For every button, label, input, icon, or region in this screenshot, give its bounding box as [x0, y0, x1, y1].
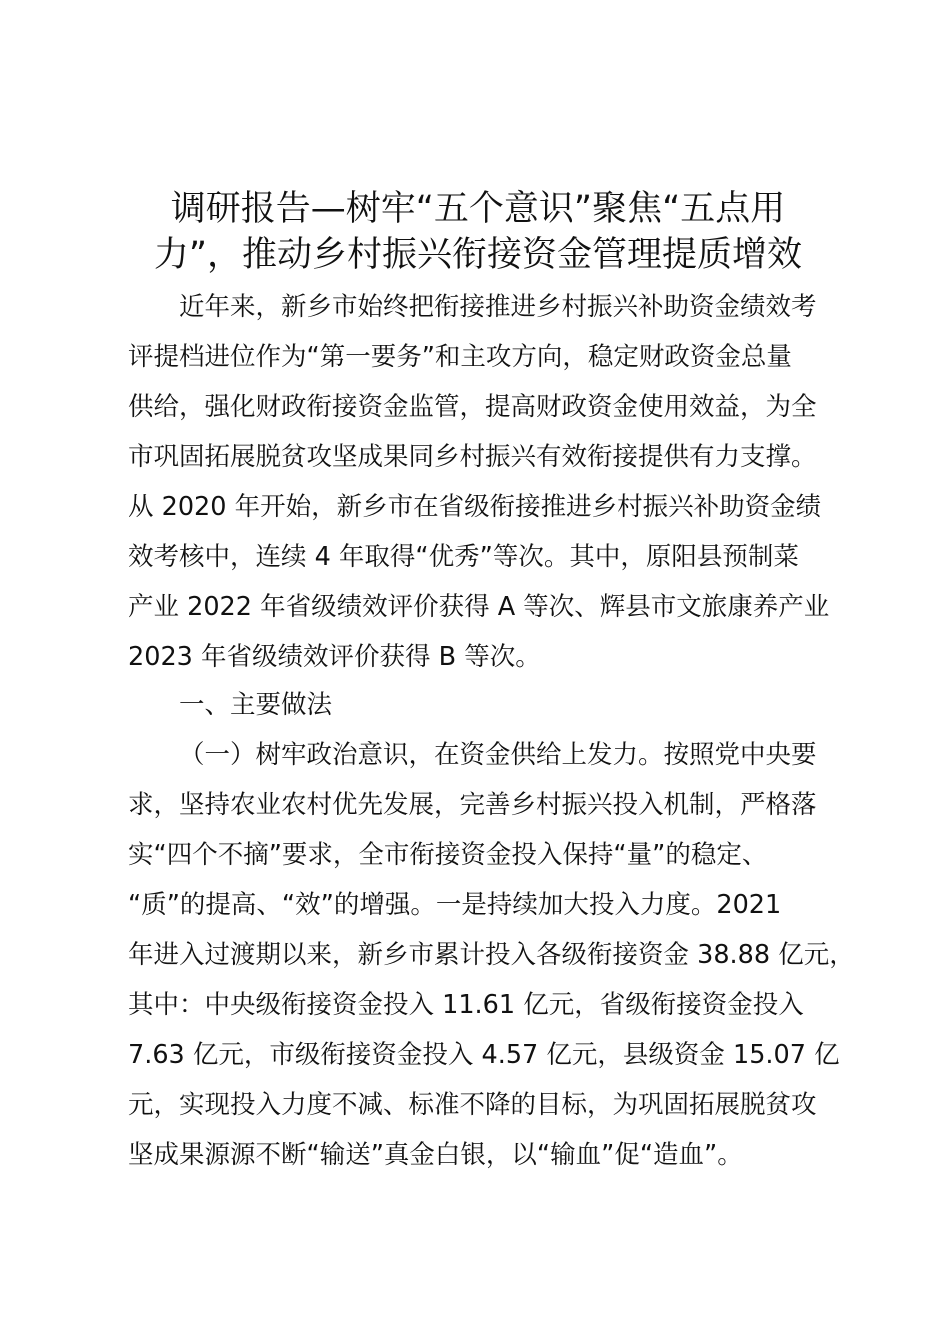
text-line: 供给，强化财政衔接资金监管，提高财政资金使用效益，为全	[128, 392, 817, 422]
paragraph-intro	[128, 282, 838, 682]
text-line: 从 2020 年开始，新乡市在省级衔接推进乡村振兴补助资金绩	[128, 492, 822, 522]
document-title	[128, 186, 828, 278]
text-line: 实“四个不摘”要求，全市衔接资金投入保持“量”的稳定、	[128, 840, 768, 870]
heading-text: 一、主要做法	[179, 690, 333, 720]
text-line: 2023 年省级绩效评价获得 B 等次。	[128, 642, 541, 672]
text-line: 坚成果源源不断“输送”真金白银，以“输血”促“造血”。	[128, 1140, 743, 1170]
text-line: 其中：中央级衔接资金投入 11.61 亿元，省级衔接资金投入	[128, 990, 804, 1020]
paragraph-section-one	[128, 730, 855, 1180]
text-line: 市巩固拓展脱贫攻坚成果同乡村振兴有效衔接提供有力支撑。	[128, 442, 817, 472]
title-line: 力”，推动乡村振兴衔接资金管理提质增效	[153, 235, 803, 275]
text-line: “质”的提高、“效”的增强。一是持续加大投入力度。2021	[128, 890, 782, 920]
text-line: （一）树牢政治意识，在资金供给上发力。按照党中央要	[179, 740, 817, 770]
text-line: 7.63 亿元，市级衔接资金投入 4.57 亿元，县级资金 15.07 亿	[128, 1040, 840, 1070]
text-line: 近年来，新乡市始终把衔接推进乡村振兴补助资金绩效考	[179, 292, 817, 322]
text-line: 求，坚持农业农村优先发展，完善乡村振兴投入机制，严格落	[128, 790, 817, 820]
section-heading	[128, 680, 838, 730]
title-line: 调研报告—树牢“五个意识”聚焦“五点用	[170, 189, 786, 229]
text-line: 元，实现投入力度不减、标准不降的目标，为巩固拓展脱贫攻	[128, 1090, 817, 1120]
text-line: 产业 2022 年省级绩效评价获得 A 等次、辉县市文旅康养产业	[128, 592, 830, 622]
text-line: 评提档进位作为“第一要务”和主攻方向，稳定财政资金总量	[128, 342, 792, 372]
text-line: 效考核中，连续 4 年取得“优秀”等次。其中，原阳县预制菜	[128, 542, 799, 572]
text-line: 年进入过渡期以来，新乡市累计投入各级衔接资金 38.88 亿元，	[128, 940, 855, 970]
